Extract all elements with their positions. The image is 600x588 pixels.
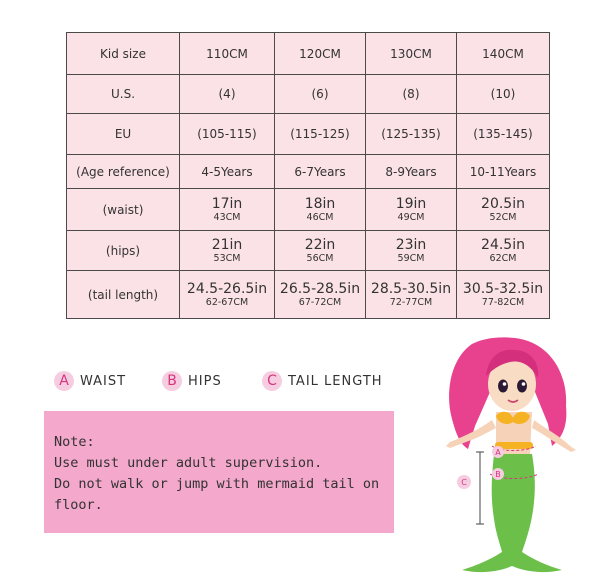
table-row [67,33,550,75]
legend-label: TAIL LENGTH [288,373,383,389]
table-cell: 140CM [457,33,550,75]
legend-label: WAIST [80,373,127,389]
note-line: floor. [54,497,103,513]
table-cell: (4) [180,75,275,114]
table-cell: 4-5Years [180,155,275,189]
table-cell: 6-7Years [275,155,366,189]
table-cell: (6) [275,75,366,114]
row-label: U.S. [67,75,180,114]
table-cell: 28.5-30.5in 72-77CM [366,271,457,319]
note-title: Note: [54,434,95,450]
table-cell: 23in 59CM [366,231,457,271]
row-label: (tail length) [67,271,180,319]
svg-text:C: C [461,478,467,487]
legend-letter-badge: B [162,371,182,391]
table-row [67,114,550,155]
table-row [67,155,550,189]
table-cell: 17in 43CM [180,189,275,231]
legend-letter-badge: C [262,371,282,391]
legend-letter-badge: A [54,371,74,391]
table-cell: 21in 53CM [180,231,275,271]
table-cell: 20.5in 52CM [457,189,550,231]
table-cell: 19in 49CM [366,189,457,231]
table-cell: 22in 56CM [275,231,366,271]
note-line: Do not walk or jump with mermaid tail on [54,476,380,492]
table-row [67,75,550,114]
row-label: (hips) [67,231,180,271]
table-cell: 24.5in 62CM [457,231,550,271]
mermaid-eye-left [498,380,508,393]
table-cell: (105-115) [180,114,275,155]
table-cell: 26.5-28.5in 67-72CM [275,271,366,319]
table-cell: 110CM [180,33,275,75]
table-cell: 8-9Years [366,155,457,189]
legend-item-tail-length [262,371,383,391]
table-cell: 24.5-26.5in 62-67CM [180,271,275,319]
table-cell: 120CM [275,33,366,75]
table-row [67,271,550,319]
size-chart-table [66,32,550,319]
row-label: (Age reference) [67,155,180,189]
table-cell: (115-125) [275,114,366,155]
table-cell: 30.5-32.5in 77-82CM [457,271,550,319]
row-label: Kid size [67,33,180,75]
table-row [67,231,550,271]
legend-item-hips [162,371,222,391]
legend-item-waist [54,371,126,391]
row-label: EU [67,114,180,155]
svg-text:B: B [495,470,501,479]
table-cell: (125-135) [366,114,457,155]
table-row [67,189,550,231]
mermaid-illustration [430,334,600,584]
note-line: Use must under adult supervision. [54,455,323,471]
mermaid-eye-right [517,380,527,393]
legend-label: HIPS [188,373,222,389]
table-cell: (8) [366,75,457,114]
table-cell: (135-145) [457,114,550,155]
svg-text:A: A [495,448,501,457]
mermaid-tail [462,454,562,572]
safety-note [44,411,394,533]
row-label: (waist) [67,189,180,231]
table-cell: (10) [457,75,550,114]
table-cell: 130CM [366,33,457,75]
table-cell: 18in 46CM [275,189,366,231]
table-cell: 10-11Years [457,155,550,189]
